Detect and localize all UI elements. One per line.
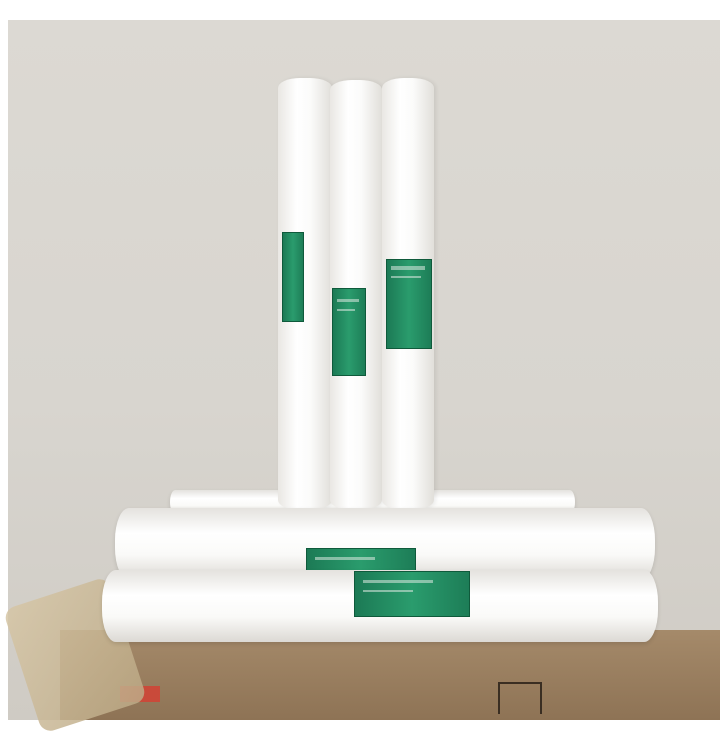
box-print-mark: [498, 682, 542, 714]
green-label-left: [282, 232, 304, 322]
green-label-right: [386, 259, 432, 349]
green-label-lying-lower: [354, 571, 470, 617]
green-label-middle: [332, 288, 366, 376]
top-border: [0, 0, 720, 20]
cardboard-box: [60, 630, 720, 720]
